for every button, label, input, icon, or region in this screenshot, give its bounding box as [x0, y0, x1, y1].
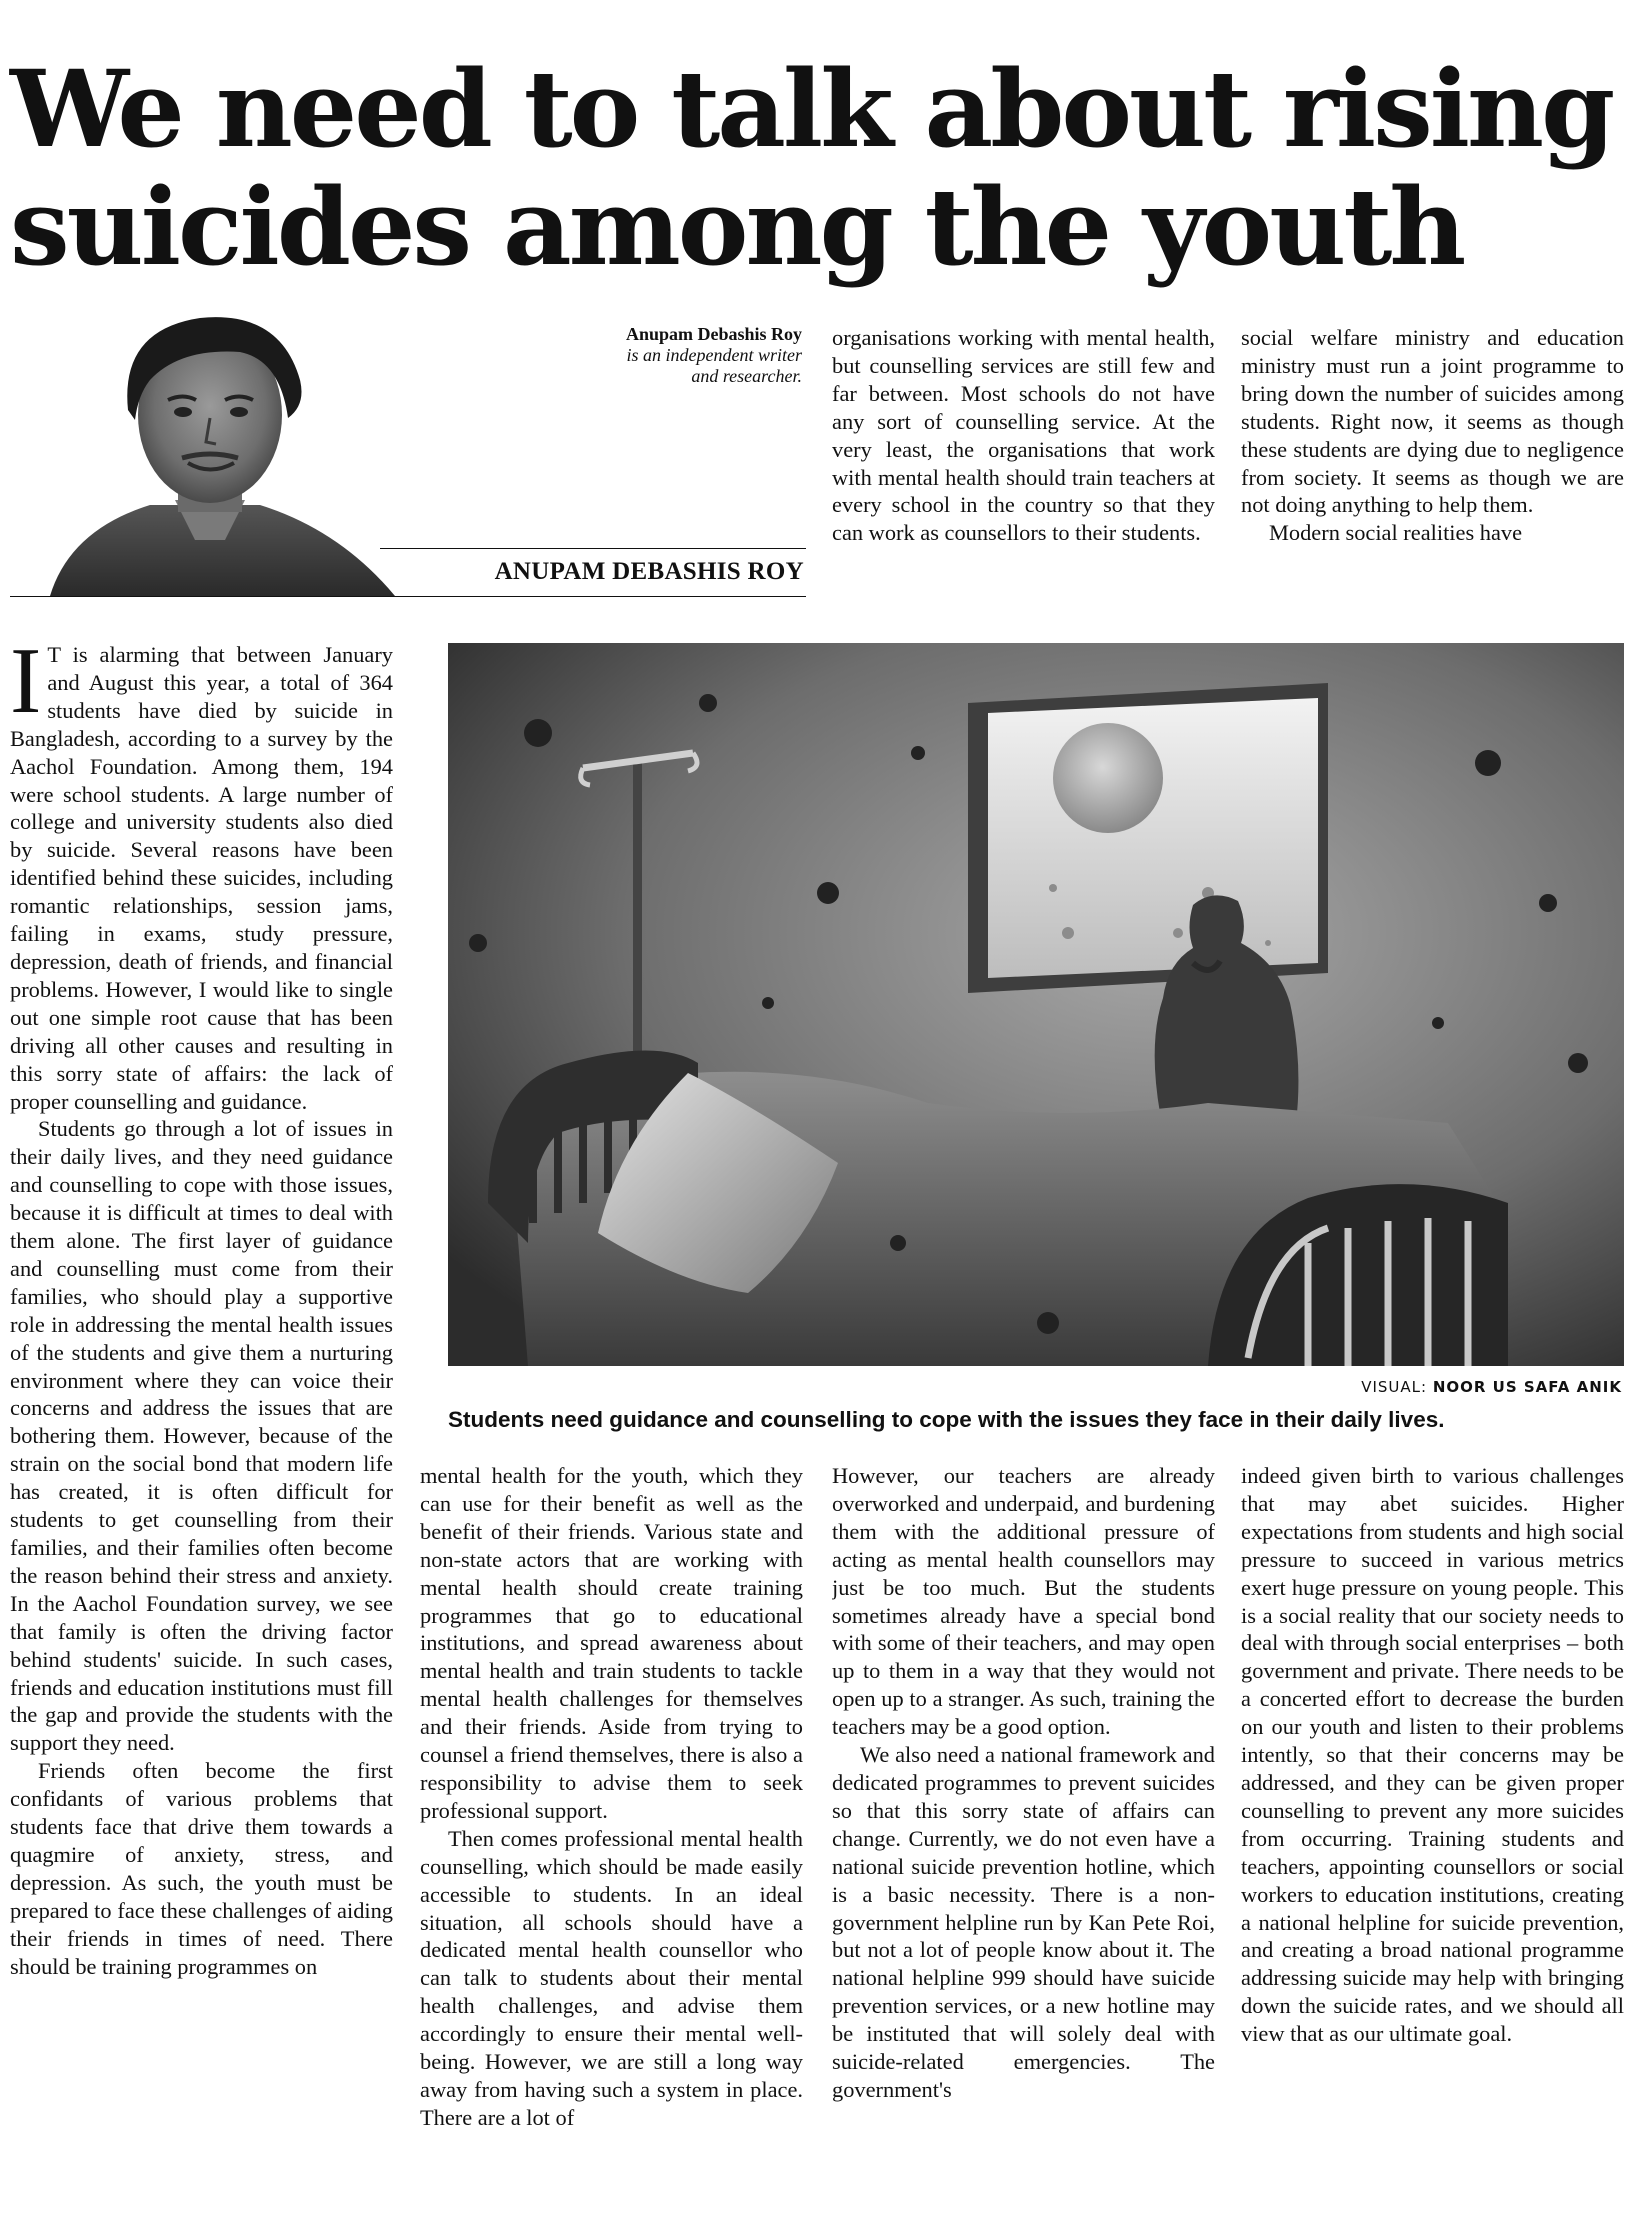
headline-line-2: suicides among the youth — [10, 164, 1464, 289]
article-column-3-top — [832, 324, 1215, 608]
article-paragraph-4-end: However, our teachers are already overworked and underpaid, and burdening them with the additional pressure of acting as mental health counsellors may just be too much. But the students sometimes already have a special bond with some of their teachers, and may open up to them in a way that they would not open up to a stranger. As such, training the teachers may be a good option. — [832, 1463, 1215, 1740]
headline — [10, 46, 1620, 289]
illustration-caption: Students need guidance and counselling to cope with the issues they face in their daily lives. — [448, 1407, 1445, 1432]
illustration-credit — [1000, 1378, 1622, 1396]
headline-line-1: We need to talk about rising — [10, 46, 1613, 171]
article-paragraph-3-start: Friends often become the first confidants of various problems that students face that drive them towards a quagmire of anxiety, stress, and depression. As such, the youth must be prepared to face these challenges of aiding their friends in times of need. There should be training programmes on — [10, 1758, 393, 1979]
article-column-3 — [832, 1462, 1215, 2236]
byline-rule — [380, 548, 806, 549]
article-paragraph-4-start: Then comes professional mental health counselling, which should be made easily accessible to students. In an ideal situation, all schools should have a dedicated mental health counsellor who can talk to students about their mental health challenges, and advise them accordingly to ensure their mental well-being. However, we are still a long way away from having such a system in place. There are a lot of — [420, 1825, 803, 2130]
article-paragraph-6-end: indeed given birth to various challenges that may abet suicides. Higher expectations from students and high social pressure to succeed in various metrics exert huge pressure on young people. This is a social reality that our society needs to deal with through social enterprises – both government and private. There needs to be a concerted effort to decrease the burden on our youth and listen to their problems intently, so that their concerns may be addressed, and they can be given proper counselling to prevent any more suicides from occurring. Training students and teachers, appointing counsellors or social workers to education institutions, creating a national helpline for suicide prevention, and creating a broad national programme addressing suicide may help with bringing down the suicide rates, and we should all view that as our ultimate goal. — [1241, 1463, 1624, 2047]
illustration-hospital-room — [448, 643, 1624, 1366]
article-paragraph-4-middle: organisations working with mental health, but counselling services are still few and far between. Most schools do not have any sort of counselling service. At the very least, the organisations that work with mental health should train teachers at every school in the country so that they can work as counsellors to their students. — [832, 325, 1215, 546]
drop-cap: I — [10, 641, 42, 733]
byline: ANUPAM DEBASHIS ROY — [494, 558, 804, 585]
credit-name: NOOR US SAFA ANIK — [1432, 1378, 1622, 1396]
article-column-1 — [10, 641, 393, 2236]
article-paragraph-1 — [10, 641, 393, 1115]
credit-label: VISUAL: — [1361, 1378, 1428, 1396]
author-portrait — [10, 300, 395, 596]
author-name: Anupam Debashis Roy — [625, 324, 802, 344]
article-paragraph-3-end: mental health for the youth, which they can use for their benefit as well as the benefit of their friends. Various state and non-state actors that are working with mental health should create training programmes that go to educational institutions, and spread awareness about mental health and train students to tackle mental health challenges for themselves and their friends. Aside from trying to counsel a friend themselves, there is also a responsibility to advise them to seek professional support. — [420, 1463, 803, 1823]
article-paragraph-2: Students go through a lot of issues in their daily lives, and they need guidance and counselling to cope with those issues, because it is difficult at times to deal with them alone. The first layer of guidance and counselling must come from their families, who should play a supportive role in addressing the mental health issues of the students and give them a nurturing environment where they can voice their concerns and address the issues that are bothering them. However, because of the strain on the social bond that modern life has created, it is often difficult for students to get counselling from their families, and their families often become the reason behind their stress and anxiety. In the Aachol Foundation survey, we see that family is often the driving factor behind students' suicide. In such cases, friends and education institutions must fill the gap and provide the students with the support they need. — [10, 1116, 393, 1756]
article-column-2 — [420, 1462, 803, 2236]
author-note — [560, 324, 802, 387]
article-column-4 — [1241, 1462, 1624, 2236]
article-column-4-top — [1241, 324, 1624, 608]
header-bottom-rule — [10, 596, 806, 597]
article-paragraph-5-start: We also need a national framework and dedicated programmes to prevent suicides so that this sorry state of affairs can change. Currently, we do not even have a national suicide prevention hotline, which is a basic necessity. There is a non-government helpline run by Kan Pete Roi, but not a lot of people know about it. The national helpline 999 should have suicide prevention services, or a new hotline may be instituted that will solely deal with suicide-related emergencies. The government's — [832, 1742, 1215, 2102]
article-paragraph-6-start: Modern social realities have — [1269, 520, 1523, 546]
article-paragraph-5-end: social welfare ministry and education ministry must run a joint programme to bring down the number of suicides among students. Right now, it seems as though these students are dying due to negligence from society. It seems as though we are not doing anything to help them. — [1241, 325, 1624, 518]
article-paragraph-1-text: T is alarming that between January and August this year, a total of 364 students have died by suicide in Bangladesh, according to a survey by the Aachol Foundation. Among them, 194 were school students. A large number of college and university students also died by suicide. Several reasons have been identified behind these suicides, including romantic relationships, session jams, failing in exams, study pressure, depression, death of friends, and financial problems. However, I would like to single out one simple root cause that has been driving all other causes and resulting in this sorry state of affairs: the lack of proper counselling and guidance. — [10, 642, 393, 1114]
author-description-line-2: and researcher. — [691, 366, 802, 386]
author-description-line-1: is an independent writer — [626, 345, 802, 365]
